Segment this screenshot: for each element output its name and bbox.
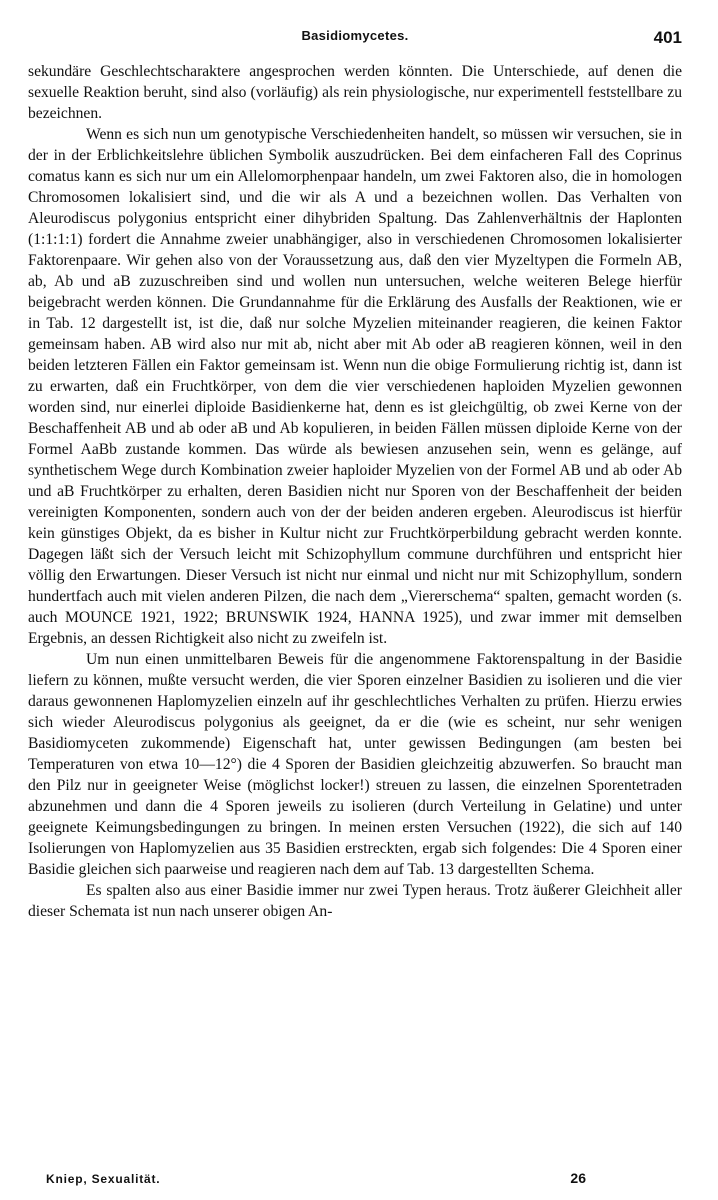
paragraph: Um nun einen unmittelbaren Beweis für die angenommene Faktorenspaltung in der Basidie liefern zu können, mußte versucht werden, die vier Sporen einzelner Basidien zu isolieren und die vier daraus gewonnenen Haplomyzelien einzeln auf ihr geschlechtliches Verhalten zu prüfen. Hierzu erwies sich wieder Aleurodiscus polygonius als geeignet, da er die (wie es scheint, nur sehr wenigen Basidiomyceten zukommende) Eigenschaft hat, unter gewissen Bedingungen (am besten bei Temperaturen von etwa 10—12°) die 4 Sporen der Basidien gleichzeitig abzuwerfen. So braucht man den Pilz nur in geeigneter Weise (möglichst locker!) streuen zu lassen, die einzelnen Sporentetraden abzunehmen und dann die 4 Sporen jeweils zu isolieren (durch Verteilung in Gelatine) und unter geeignete Keimungsbedingungen zu bringen. In meinen ersten Versuchen (1922), die sich auf 140 Isolierungen von Haplomyzelien aus 35 Basidien erstreckten, ergab sich folgendes: Die 4 Sporen einer Basidie gleichen sich paarweise und reagieren nach dem auf Tab. 13 dargestellten Schema. <box>28 651 682 878</box>
paragraph: Wenn es sich nun um genotypische Verschiedenheiten handelt, so müssen wir versuchen, sie in der in der Erblichkeitslehre üblichen Symbolik auszudrücken. Bei dem einfacheren Fall des Coprinus comatus kann es sich nur um ein Allelomorphenpaar handeln, um zwei Faktoren also, die in homologen Chromosomen lokalisiert sind, und die wir als A und a bezeichnen wollen. Das Verhalten von Aleurodiscus polygonius entspricht einer dihybriden Spaltung. Das Zahlenverhältnis der Haplonten (1:1:1:1) fordert die Annahme zweier unabhängiger, also in verschiedenen Chromosomen lokalisierter Faktorenpaare. Wir gehen also von der Voraussetzung aus, daß den vier Myzeltypen die Formeln AB, ab, Ab und aB zuzuschreiben sind und wollen nun untersuchen, welche weiteren Belege hierfür beigebracht werden können. Die Grundannahme für die Erklärung des Ausfalls der Reaktionen, wie er in Tab. 12 dargestellt ist, ist die, daß nur solche Myzelien miteinander reagieren, die keinen Faktor gemeinsam haben. AB wird also nur mit ab, nicht aber mit Ab oder aB reagieren können, weil in den beiden letzteren Fällen ein Faktor gemeinsam ist. Wenn nun die obige Formulierung richtig ist, dann ist zu erwarten, daß ein Fruchtkörper, von dem die vier verschiedenen haploiden Myzelien gewonnen worden sind, nur einerlei diploide Basidienkerne hat, denn es ist gleichgültig, ob zwei Kerne von der Beschaffenheit AB und ab oder aB und Ab kopulieren, in beiden Fällen müssen diploide Kerne von der Formel AaBb zustande kommen. Das würde als bewiesen anzusehen sein, wenn es gelänge, auf synthetischem Wege durch Kombination zweier haploider Myzelien von der Formel AB und ab oder Ab und aB Fruchtkörper zu erhalten, deren Basidien nicht nur Sporen von der Beschaffenheit der beiden vereinigten Komponenten, sondern auch von der der beiden anderen ergeben. Aleurodiscus ist hierfür kein günstiges Objekt, da es bisher in Kultur nicht zur Fruchtkörperbildung gebracht werden konnte. Dagegen läßt sich der Versuch leicht mit Schizophyllum commune durchführen und entspricht hier völlig den Erwartungen. Dieser Versuch ist nicht nur einmal und nicht nur mit Schizophyllum, sondern hundertfach auch mit vielen anderen Pilzen, die nach dem „Viererschema“ spalten, gemacht worden (s. auch MOUNCE 1921, 1922; BRUNSWIK 1924, HANNA 1925), und zwar immer mit demselben Ergebnis, an dessen Richtigkeit also nicht zu zweifeln ist. <box>28 126 682 647</box>
running-title: Basidiomycetes. <box>301 28 409 43</box>
sheet-number: 26 <box>570 1170 586 1186</box>
page-footer <box>46 1170 586 1190</box>
page-header <box>28 24 682 54</box>
footer-signature: Kniep, Sexualität. <box>46 1172 161 1186</box>
body-text <box>28 61 682 922</box>
page-number: 401 <box>653 28 682 47</box>
paragraph: sekundäre Geschlechtscharaktere angesprochen werden könnten. Die Unterschiede, auf denen die sexuelle Reaktion beruht, sind also (vorläufig) als rein physiologische, nur experimentell feststellbare zu bezeichnen. <box>28 63 682 122</box>
paragraph: Es spalten also aus einer Basidie immer nur zwei Typen heraus. Trotz äußerer Gleichheit aller dieser Schemata ist nun nach unserer obigen An- <box>28 882 682 920</box>
